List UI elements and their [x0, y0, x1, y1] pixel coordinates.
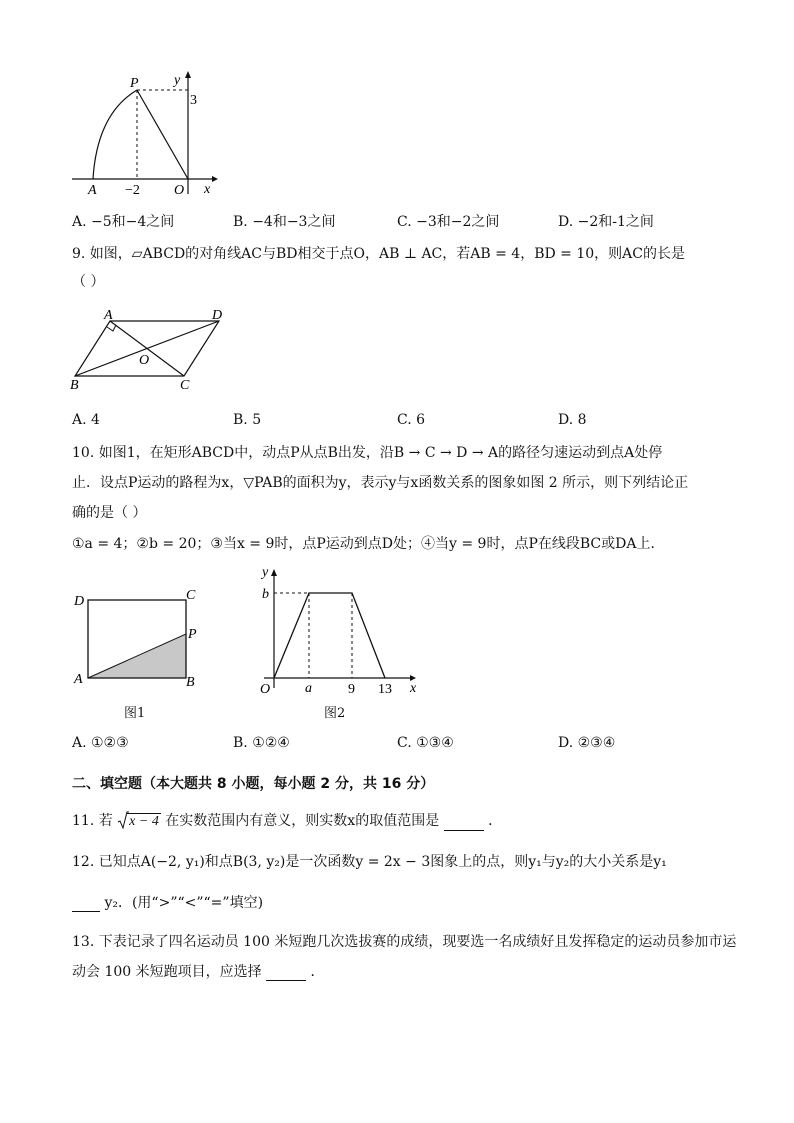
- q8-segment-po: [137, 90, 188, 179]
- q10-fig1-label-d: D: [74, 594, 85, 609]
- q10-fig2-label-a: a: [305, 681, 312, 696]
- q9-right-angle-mark: [107, 325, 116, 331]
- q8-option-d: D. −2和-1之间: [558, 214, 654, 230]
- section2-heading: 二、填空题（本大题共 8 小题，每小题 2 分，共 16 分）: [72, 776, 435, 792]
- q10-figure2: [250, 562, 430, 702]
- q10-fig1-label-c: C: [186, 588, 196, 603]
- q10-option-d: D. ②③④: [558, 735, 616, 751]
- q13-answer-blank[interactable]: [266, 966, 306, 981]
- q10-option-b: B. ①②④: [233, 735, 290, 751]
- q10-fig1-shaded-triangle: [88, 634, 186, 678]
- q12-answer-blank[interactable]: [72, 897, 100, 912]
- q9-label-d: D: [212, 308, 223, 323]
- q10-fig2-label-13: 13: [378, 682, 392, 697]
- q8-label-x: x: [204, 182, 211, 197]
- q10-fig2-label-x: x: [410, 681, 417, 696]
- q9-label-b: B: [70, 378, 79, 393]
- q8-label-o: O: [174, 183, 185, 198]
- q10-stem-line2: 止．设点P运动的路程为x，▽PAB的面积为y，表示y与x函数关系的图象如图 2 所示，则下列结论正: [72, 475, 689, 491]
- q8-label-3: 3: [190, 93, 197, 108]
- q9-label-c: C: [180, 378, 190, 393]
- q11-radicand: x − 4: [129, 814, 159, 829]
- q10-fig2-caption: 图2: [324, 706, 346, 721]
- q10-option-c: C. ①③④: [397, 735, 454, 751]
- q9-label-o: O: [139, 353, 150, 368]
- q9-option-b: B. 5: [233, 412, 262, 428]
- q9-figure: [64, 306, 244, 396]
- q10-fig1-label-a: A: [74, 672, 83, 687]
- q9-stem-line2: （ ）: [72, 274, 105, 290]
- q10-fig1-caption: 图1: [124, 706, 146, 721]
- q8-y-arrow-icon: [185, 71, 191, 78]
- q9-option-d: D. 8: [558, 412, 587, 428]
- q12-line2-end: y₂．(用“>”“<”“=”填空): [104, 895, 264, 911]
- q12-stem-line1: 12. 已知点A(−2, y₁)和点B(3, y₂)是一次函数y = 2x − 3图象上的点，则y₁与y₂的大小关系是y₁: [72, 854, 667, 870]
- q8-label-y: y: [174, 73, 181, 88]
- q8-label-a: A: [88, 183, 97, 198]
- q11-end: ．: [488, 813, 503, 829]
- q10-stem-line3: 确的是（ ）: [72, 505, 147, 521]
- q13-stem-line2: [72, 963, 325, 981]
- q8-x-arrow-icon: [212, 176, 218, 182]
- q13-line2-text: 动会 100 米短跑项目，应选择: [72, 964, 262, 980]
- q8-figure: [64, 66, 224, 200]
- q11-stem: [72, 812, 502, 831]
- q10-fig1-label-p: P: [188, 627, 197, 642]
- q10-fig2-label-b: b: [262, 587, 269, 602]
- q10-fig1-label-b: B: [186, 675, 195, 690]
- q9-option-c: C. 6: [397, 412, 426, 428]
- q10-fig2-y-arrow-icon: [271, 569, 277, 576]
- q8-option-b: B. −4和−3之间: [233, 214, 336, 230]
- q9-label-a: A: [104, 308, 113, 323]
- q13-end: ．: [310, 964, 325, 980]
- q10-figure1: [64, 583, 214, 693]
- q8-label-p: P: [130, 76, 139, 91]
- q10-fig2-label-y: y: [262, 565, 269, 580]
- q10-fig2-label-9: 9: [348, 682, 355, 697]
- q11-answer-blank[interactable]: [444, 816, 484, 831]
- q11-suffix: 在实数范围内有意义，则实数x的取值范围是: [165, 813, 440, 829]
- q8-label-neg2: −2: [125, 183, 140, 198]
- q10-stem-line4: ①a = 4；②b = 20；③当x = 9时，点P运动到点D处；④当y = 9时，点P在线段BC或DA上．: [72, 536, 665, 552]
- q8-arc: [93, 90, 137, 179]
- q9-option-a: A. 4: [72, 412, 100, 428]
- q11-prefix: 11. 若: [72, 813, 113, 829]
- q8-option-c: C. −3和−2之间: [397, 214, 500, 230]
- q9-stem-line1: 9. 如图，▱ABCD的对角线AC与BD相交于点O，AB ⊥ AC，若AB = 4，BD = 10，则AC的长是: [72, 246, 685, 262]
- q13-stem-line1: 13. 下表记录了四名运动员 100 米短跑几次选拔赛的成绩，现要选一名成绩好且发挥稳定的运动员参加市运: [72, 934, 737, 950]
- q10-fig2-graph: [274, 593, 385, 678]
- q12-stem-line2: [72, 894, 263, 912]
- q8-option-a: A. −5和−4之间: [72, 214, 175, 230]
- q10-option-a: A. ①②③: [72, 735, 129, 751]
- q10-stem-line1: 10. 如图1，在矩形ABCD中，动点P从点B出发，沿B → C → D → A的路径匀速运动到点A处停: [72, 445, 663, 461]
- q11-radical-icon: [117, 811, 129, 831]
- q11-sqrt: [117, 812, 161, 831]
- q10-fig2-label-o: O: [260, 682, 271, 697]
